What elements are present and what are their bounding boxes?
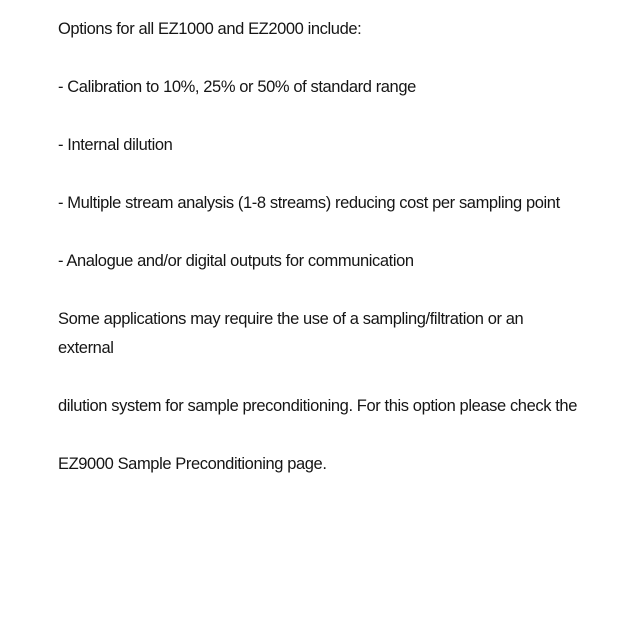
option-item-outputs: - Analogue and/or digital outputs for communication [58, 252, 414, 270]
note-line-4: EZ9000 Sample Preconditioning page. [58, 455, 327, 473]
intro-line: Options for all EZ1000 and EZ2000 include: [58, 20, 362, 38]
option-item-calibration: - Calibration to 10%, 25% or 50% of standard range [58, 78, 416, 96]
note-paragraph-wrapped [58, 305, 620, 363]
note-line-2: external [58, 339, 114, 357]
note-line-3: dilution system for sample preconditioning. For this option please check the [58, 397, 577, 415]
option-item-internal-dilution: - Internal dilution [58, 136, 173, 154]
option-item-multiple-stream: - Multiple stream analysis (1-8 streams) reducing cost per sampling point [58, 194, 560, 212]
note-line-1: Some applications may require the use of a sampling/filtration or an [58, 310, 524, 328]
